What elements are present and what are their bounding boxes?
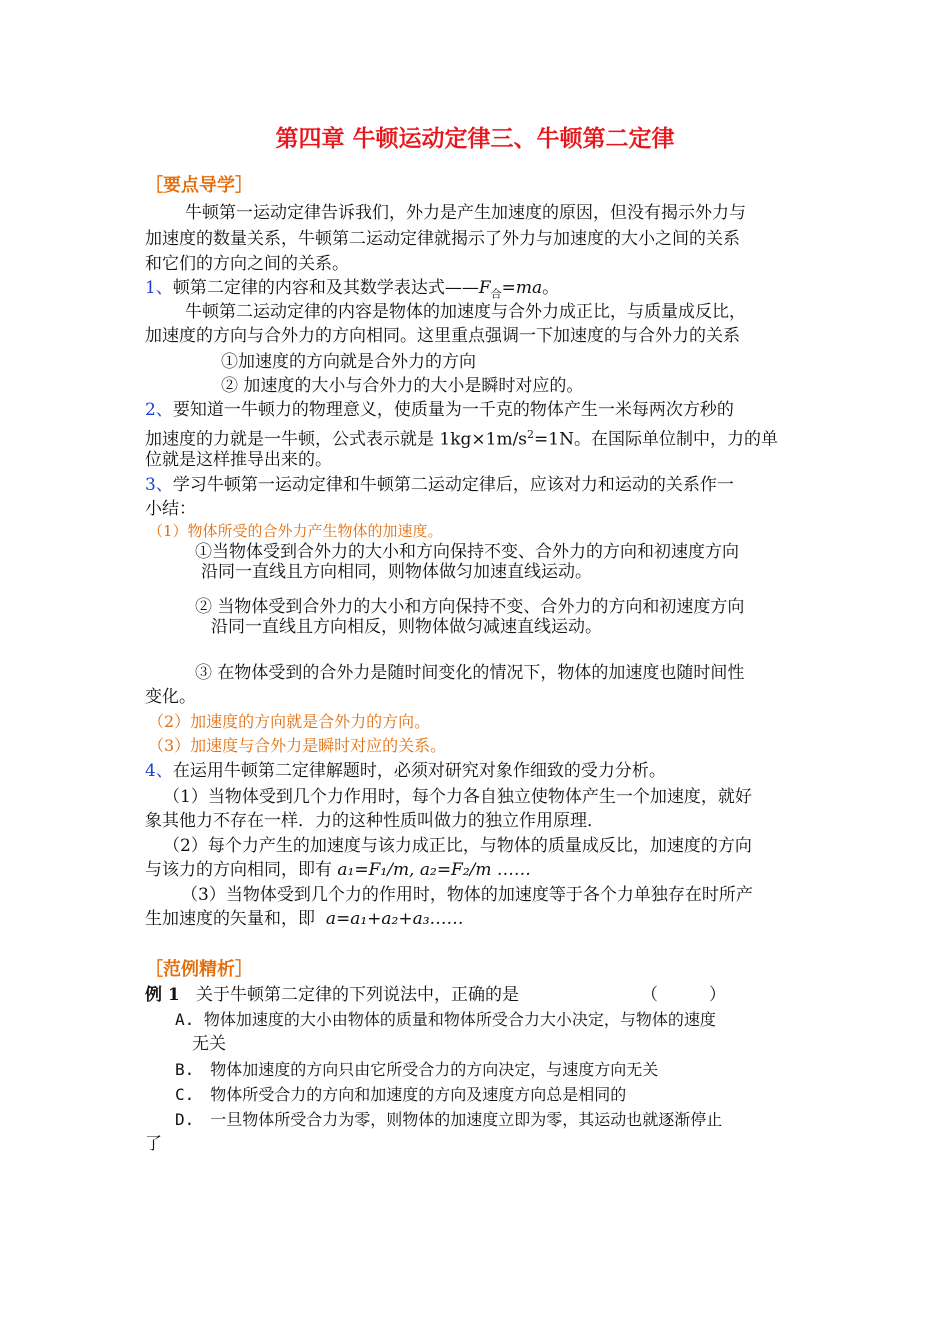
paragraph-line: 牛顿第二运动定律的内容是物体的加速度与合外力成正比，与质量成反比， [185,302,746,322]
list-item: ①当物体受到合外力的大小和方向保持不变、合外力的方向和初速度方向 [195,542,739,562]
option-c: C. 物体所受合力的方向和加速度的方向及速度方向总是相同的 [175,1085,627,1104]
formula: a₁=F₁/m, a₂=F₂/m …… [337,860,531,880]
paragraph-line: 加速度的方向与合外力的方向相同。这里重点强调一下加速度的与合外力的关系 [145,326,740,346]
paragraph-line: 小结： [145,499,196,519]
paragraph-line: （1）当物体受到几个力作用时，每个力各自独立使物体产生一个加速度，就好 [163,787,752,807]
paragraph-line: （3）当物体受到几个力的作用时，物体的加速度等于各个力单独存在时所产 [181,885,753,905]
list-item: ② 当物体受到合外力的大小和方向保持不变、合外力的方向和初速度方向 [195,597,745,617]
paragraph-line: 象其他力不存在一样．力的这种性质叫做力的独立作用原理． [145,811,604,831]
paragraph-line: 加速度的力就是一牛顿，公式表示就是 $1kg\times 1m/s^2=1N$。在国际单位制中，力的单 [145,428,778,450]
section-heading-examples: ［范例精析］ [145,959,253,980]
intro-line: 牛顿第一运动定律告诉我们，外力是产生加速度的原因，但没有揭示外力与 [185,203,746,223]
point-4: 4、在运用牛顿第二定律解题时，必须对研究对象作细致的受力分析。 [145,761,666,781]
option-a: A. 物体加速度的大小由物体的质量和物体所受合力大小决定，与物体的速度 [175,1010,716,1029]
paragraph-line: 生加速度的矢量和，即 a=a₁+a₂+a₃…… [145,909,464,929]
option-d: D. 一旦物体所受合力为零，则物体的加速度立即为零，其运动也就逐渐停止 [175,1110,723,1129]
point-number: 1、 [145,278,173,298]
list-item: ③ 在物体受到的合外力是随时间变化的情况下，物体的加速度也随时间性 [195,663,745,683]
point-1: 1、顿第二定律的内容和及其数学表达式$——F_合=ma$。 [145,278,560,301]
page-title: 第四章 牛顿运动定律三、牛顿第二定律 [275,126,675,152]
example-question: 例 1 关于牛顿第二定律的下列说法中，正确的是 [145,985,519,1005]
subpoint-1: （1）物体所受的合外力产生物体的加速度。 [148,522,443,540]
list-item-cont: 变化。 [145,687,196,707]
option-b: B. 物体加速度的方向只由它所受合力的方向决定，与速度方向无关 [175,1060,659,1079]
paragraph-line: 与该力的方向相同，即有 a₁=F₁/m, a₂=F₂/m …… [145,860,531,880]
list-item: ①加速度的方向就是合外力的方向 [221,352,476,372]
subpoint-3: （3）加速度与合外力是瞬时对应的关系。 [148,736,447,755]
point-3: 3、学习牛顿第一运动定律和牛顿第二运动定律后，应该对力和运动的关系作一 [145,475,734,495]
subpoint-2: （2）加速度的方向就是合外力的方向。 [148,712,431,731]
formula: a=a₁+a₂+a₃…… [325,909,464,929]
option-d-cont: 了 [145,1134,162,1154]
point-number: 3、 [145,475,173,495]
paragraph-line: （2）每个力产生的加速度与该力成正比，与物体的质量成反比，加速度的方向 [163,836,752,856]
intro-line: 加速度的数量关系，牛顿第二运动定律就揭示了外力与加速度的大小之间的关系 [145,229,740,249]
example-label: 例 1 [145,985,180,1005]
option-a-cont: 无关 [192,1034,226,1054]
point-2: 2、要知道一牛顿力的物理意义，使质量为一千克的物体产生一米每两次方秒的 [145,400,734,420]
answer-blank: （ ） [641,985,726,1005]
paragraph-line: 位就是这样推导出来的。 [145,450,332,470]
point-number: 4、 [145,761,173,781]
list-item-cont: 沿同一直线且方向相同，则物体做匀加速直线运动。 [201,562,592,582]
intro-line: 和它们的方向之间的关系。 [145,254,349,274]
list-item-cont: 沿同一直线且方向相反，则物体做匀减速直线运动。 [211,617,602,637]
list-item: ② 加速度的大小与合外力的大小是瞬时对应的。 [221,376,584,396]
point-number: 2、 [145,400,173,420]
section-heading-key-points: ［要点导学］ [145,175,253,196]
